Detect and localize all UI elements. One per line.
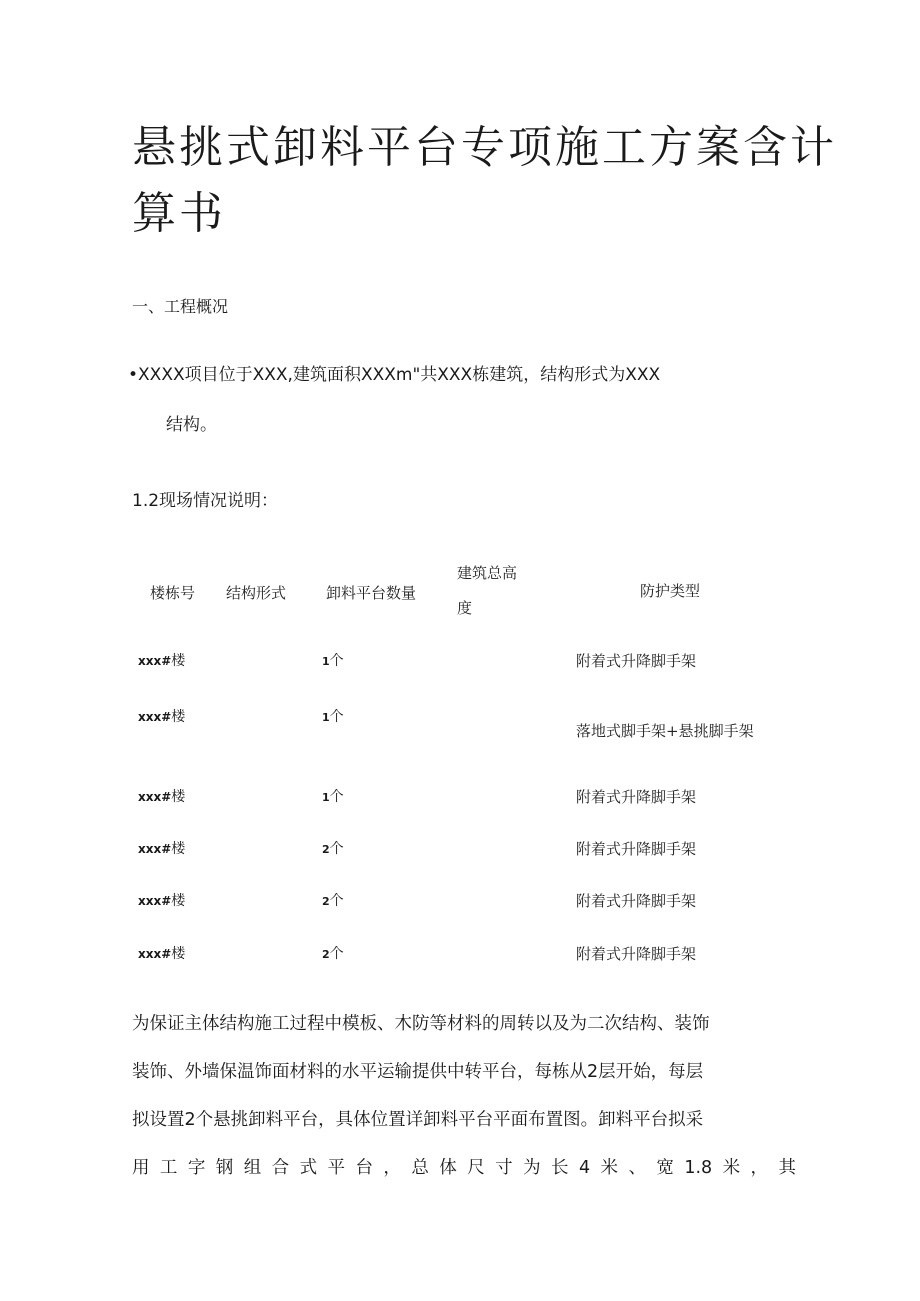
header-total-height-line1: 建筑总高 bbox=[457, 564, 518, 582]
table-row-count: 1个 bbox=[322, 653, 344, 669]
body-paragraph-line4: 用工字钢组合式平台，总体尺寸为长4米、宽1.8米，其 bbox=[132, 1158, 796, 1178]
table-row-count: 1个 bbox=[322, 709, 344, 725]
table-row-protection: 附着式升降脚手架 bbox=[576, 840, 697, 858]
table-row-protection: 附着式升降脚手架 bbox=[576, 945, 697, 963]
table-row-building: xxx#楼 bbox=[138, 653, 186, 669]
table-row-protection: 落地式脚手架+悬挑脚手架 bbox=[576, 722, 754, 740]
header-platform-count: 卸料平台数量 bbox=[326, 584, 417, 602]
body-paragraph-line3: 拟设置2个悬挑卸料平台，具体位置详卸料平台平面布置图。卸料平台拟采 bbox=[132, 1110, 704, 1130]
document-title-line2: 算书 bbox=[132, 188, 226, 239]
table-row-building: xxx#楼 bbox=[138, 709, 186, 725]
table-row-count: 2个 bbox=[322, 893, 344, 909]
header-structure-form: 结构形式 bbox=[226, 584, 287, 602]
table-row-building: xxx#楼 bbox=[138, 946, 186, 962]
header-building-no: 楼栋号 bbox=[150, 584, 196, 602]
overview-text-line1: •XXXX项目位于XXX,建筑面积XXXm"共XXX栋建筑，结构形式为XXX bbox=[128, 365, 661, 385]
header-protection-type: 防护类型 bbox=[640, 582, 701, 600]
table-row-protection: 附着式升降脚手架 bbox=[576, 892, 697, 910]
header-total-height-line2: 度 bbox=[457, 599, 473, 617]
overview-text-line2: 结构。 bbox=[166, 415, 217, 435]
table-row-protection: 附着式升降脚手架 bbox=[576, 788, 697, 806]
body-paragraph-line2: 装饰、外墙保温饰面材料的水平运输提供中转平台，每栋从2层开始，每层 bbox=[132, 1062, 704, 1082]
table-row-building: xxx#楼 bbox=[138, 789, 186, 805]
table-row-protection: 附着式升降脚手架 bbox=[576, 652, 697, 670]
body-paragraph-line1: 为保证主体结构施工过程中模板、木防等材料的周转以及为二次结构、装饰 bbox=[132, 1014, 710, 1034]
table-row-building: xxx#楼 bbox=[138, 893, 186, 909]
document-title-line1: 悬挑式卸料平台专项施工方案含计 bbox=[132, 122, 837, 173]
table-row-count: 2个 bbox=[322, 841, 344, 857]
table-row-building: xxx#楼 bbox=[138, 841, 186, 857]
section-heading-site-situation: 1.2现场情况说明： bbox=[132, 491, 279, 511]
section-heading-overview: 一、工程概况 bbox=[132, 297, 229, 316]
table-row-count: 2个 bbox=[322, 946, 344, 962]
table-row-count: 1个 bbox=[322, 789, 344, 805]
